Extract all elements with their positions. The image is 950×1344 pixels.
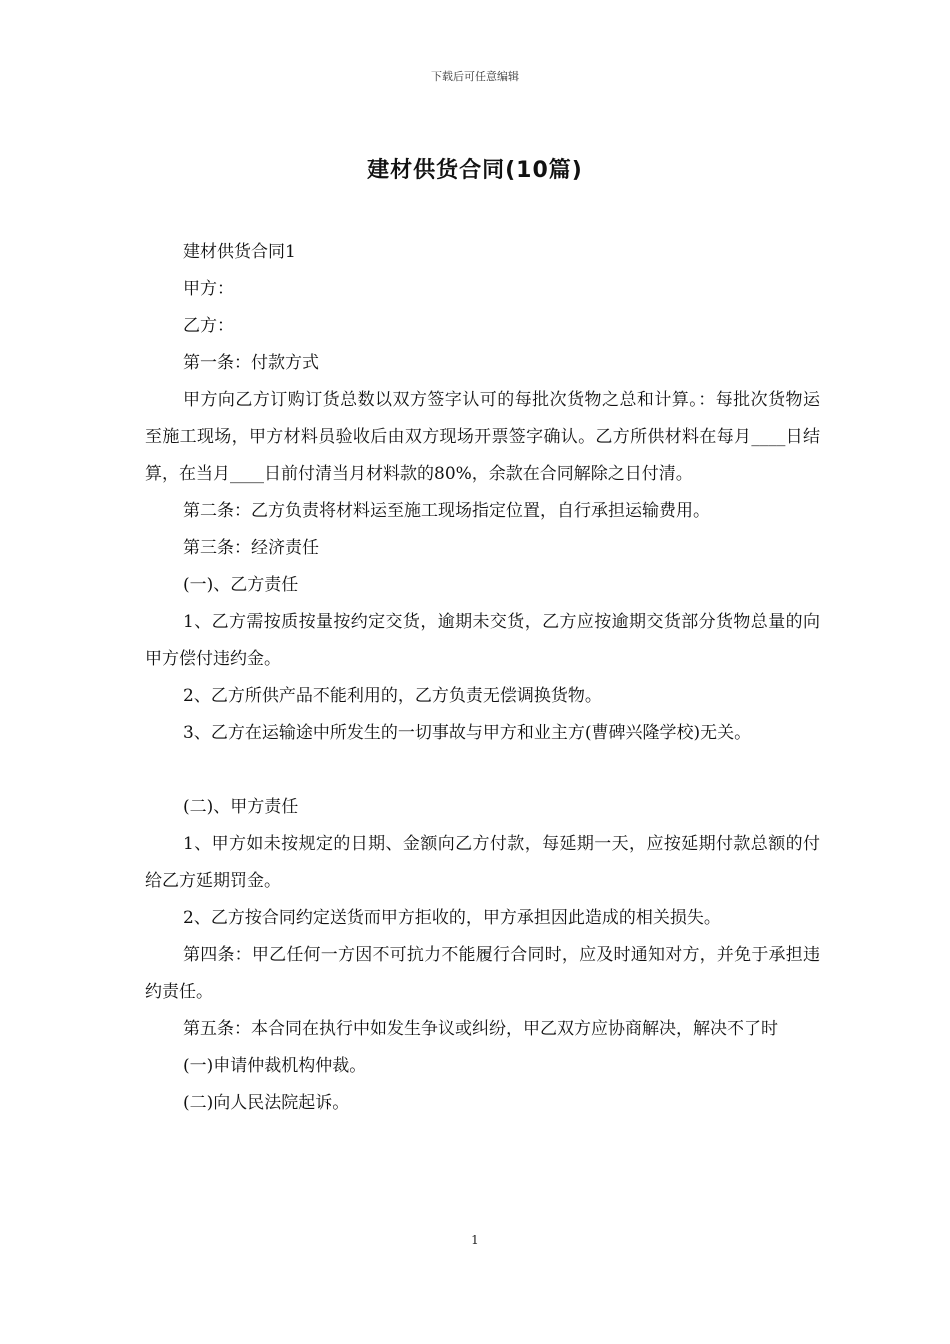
article-4: 第四条：甲乙任何一方因不可抗力不能履行合同时，应及时通知对方，并免于承担违约责任。 (145, 945, 820, 1002)
document-body (145, 234, 820, 1122)
party-a-duty-1: 1、甲方如未按规定的日期、金额向乙方付款，每延期一天，应按延期付款总额的付给乙方延期罚金。 (145, 834, 820, 891)
article-5: 第五条：本合同在执行中如发生争议或纠纷，甲乙双方应协商解决，解决不了时 (183, 1019, 778, 1039)
party-b-duty-2: 2、乙方所供产品不能利用的，乙方负责无偿调换货物。 (183, 686, 602, 706)
party-a-line: 甲方： (183, 279, 234, 299)
blank-line (145, 752, 820, 789)
article-5-option-2: (二)向人民法院起诉。 (183, 1093, 350, 1113)
party-a-duty-heading: (二)、甲方责任 (183, 797, 299, 817)
article-1-heading: 第一条：付款方式 (183, 353, 319, 373)
contract-heading: 建材供货合同1 (183, 242, 296, 262)
document-title: 建材供货合同(10篇) (367, 158, 583, 183)
party-b-duty-3: 3、乙方在运输途中所发生的一切事故与甲方和业主方(曹碑兴隆学校)无关。 (183, 723, 752, 743)
header-note: 下载后可任意编辑 (431, 70, 519, 83)
page-number: 1 (471, 1233, 479, 1247)
article-2: 第二条：乙方负责将材料运至施工现场指定位置，自行承担运输费用。 (183, 501, 710, 521)
article-1-body: 甲方向乙方订购订货总数以双方签字认可的每批次货物之总和计算。：每批次货物运至施工现场，甲方材料员验收后由双方现场开票签字确认。乙方所供材料在每月____日结算，在当月____日前付清当月材料款的80%，余款在合同解除之日付清。 (145, 390, 820, 484)
party-b-duty-1: 1、乙方需按质按量按约定交货，逾期未交货，乙方应按逾期交货部分货物总量的向甲方偿付违约金。 (145, 612, 820, 669)
article-3-heading: 第三条：经济责任 (183, 538, 319, 558)
party-b-line: 乙方： (183, 316, 234, 336)
party-b-duty-heading: (一)、乙方责任 (183, 575, 299, 595)
article-5-option-1: (一)申请仲裁机构仲裁。 (183, 1056, 367, 1076)
party-a-duty-2: 2、乙方按合同约定送货而甲方拒收的，甲方承担因此造成的相关损失。 (183, 908, 721, 928)
